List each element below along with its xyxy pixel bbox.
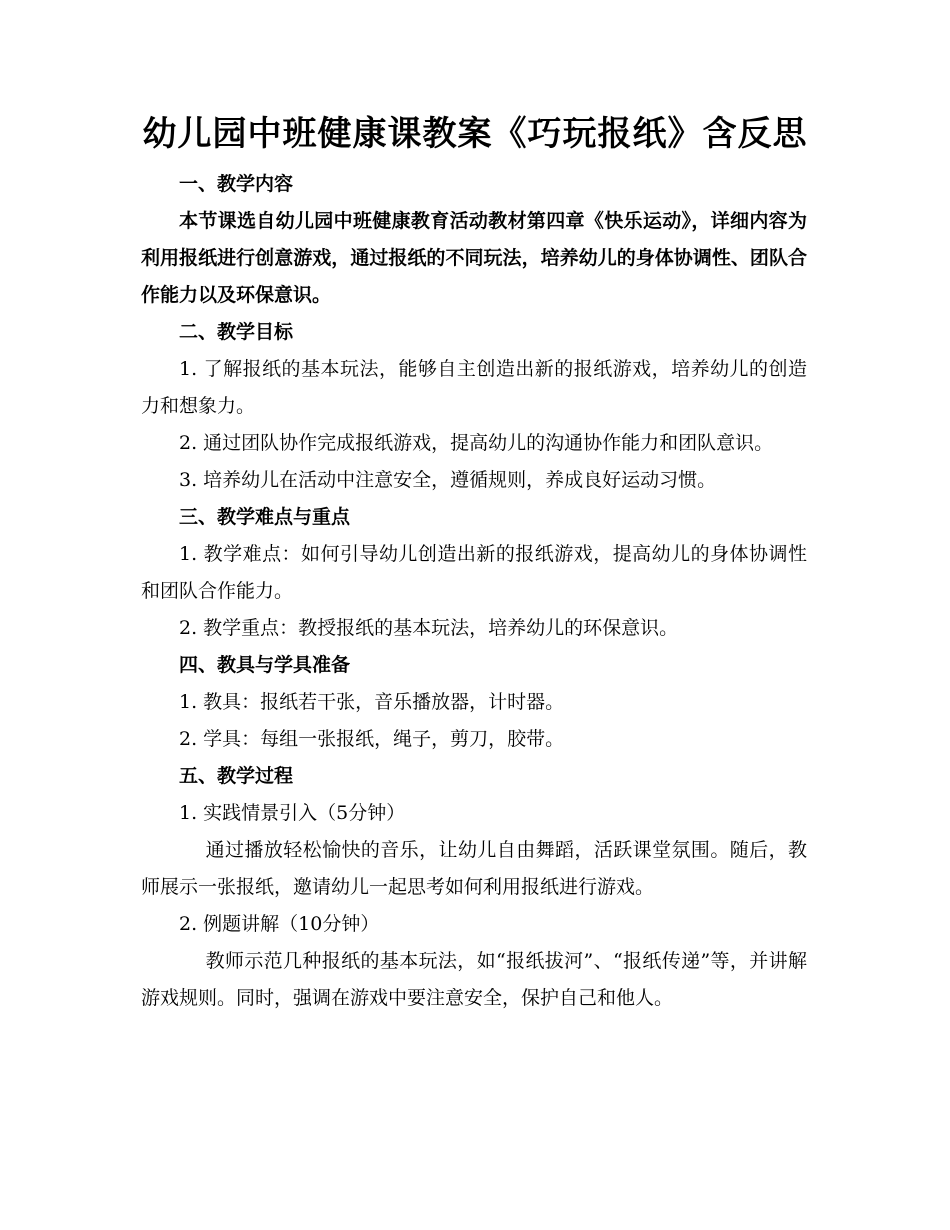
key-point-item-2: 2. 教学重点：教授报纸的基本玩法，培养幼儿的环保意识。: [179, 617, 679, 639]
materials-item-2: 2. 学具：每组一张报纸，绳子，剪刀，胶带。: [179, 728, 565, 750]
heading-teaching-content: 一、教学内容: [179, 173, 294, 195]
heading-teaching-goals: 二、教学目标: [179, 321, 294, 343]
document-body: [141, 166, 807, 1017]
process-step-1-detail: 通过播放轻松愉快的音乐，让幼儿自由舞蹈，活跃课堂氛围。随后，教师展示一张报纸，邀请幼儿一起思考如何利用报纸进行游戏。: [141, 839, 807, 898]
heading-materials: 四、教具与学具准备: [179, 654, 351, 676]
paragraph-content-intro: 本节课选自幼儿园中班健康教育活动教材第四章《快乐运动》，详细内容为利用报纸进行创意游戏，通过报纸的不同玩法，培养幼儿的身体协调性、团队合作能力以及环保意识。: [141, 210, 807, 306]
process-step-1: 1. 实践情景引入（5分钟）: [179, 802, 406, 824]
document-title: 幼儿园中班健康课教案《巧玩报纸》含反思: [142, 114, 808, 154]
goal-item-3: 3. 培养幼儿在活动中注意安全，遵循规则，养成良好运动习惯。: [179, 469, 717, 491]
materials-item-1: 1. 教具：报纸若干张，音乐播放器，计时器。: [179, 691, 565, 713]
heading-difficulties-key-points: 三、教学难点与重点: [179, 506, 351, 528]
goal-item-2: 2. 通过团队协作完成报纸游戏，提高幼儿的沟通协作能力和团队意识。: [179, 432, 774, 454]
difficulty-item-1: 1. 教学难点：如何引导幼儿创造出新的报纸游戏，提高幼儿的身体协调性和团队合作能力。: [141, 543, 807, 602]
process-step-2: 2. 例题讲解（10分钟）: [179, 913, 380, 935]
goal-item-1: 1. 了解报纸的基本玩法，能够自主创造出新的报纸游戏，培养幼儿的创造力和想象力。: [141, 358, 807, 417]
process-step-2-detail: 教师示范几种报纸的基本玩法，如“报纸拔河”、“报纸传递”等，并讲解游戏规则。同时，强调在游戏中要注意安全，保护自己和他人。: [141, 950, 807, 1009]
heading-teaching-process: 五、教学过程: [179, 765, 294, 787]
